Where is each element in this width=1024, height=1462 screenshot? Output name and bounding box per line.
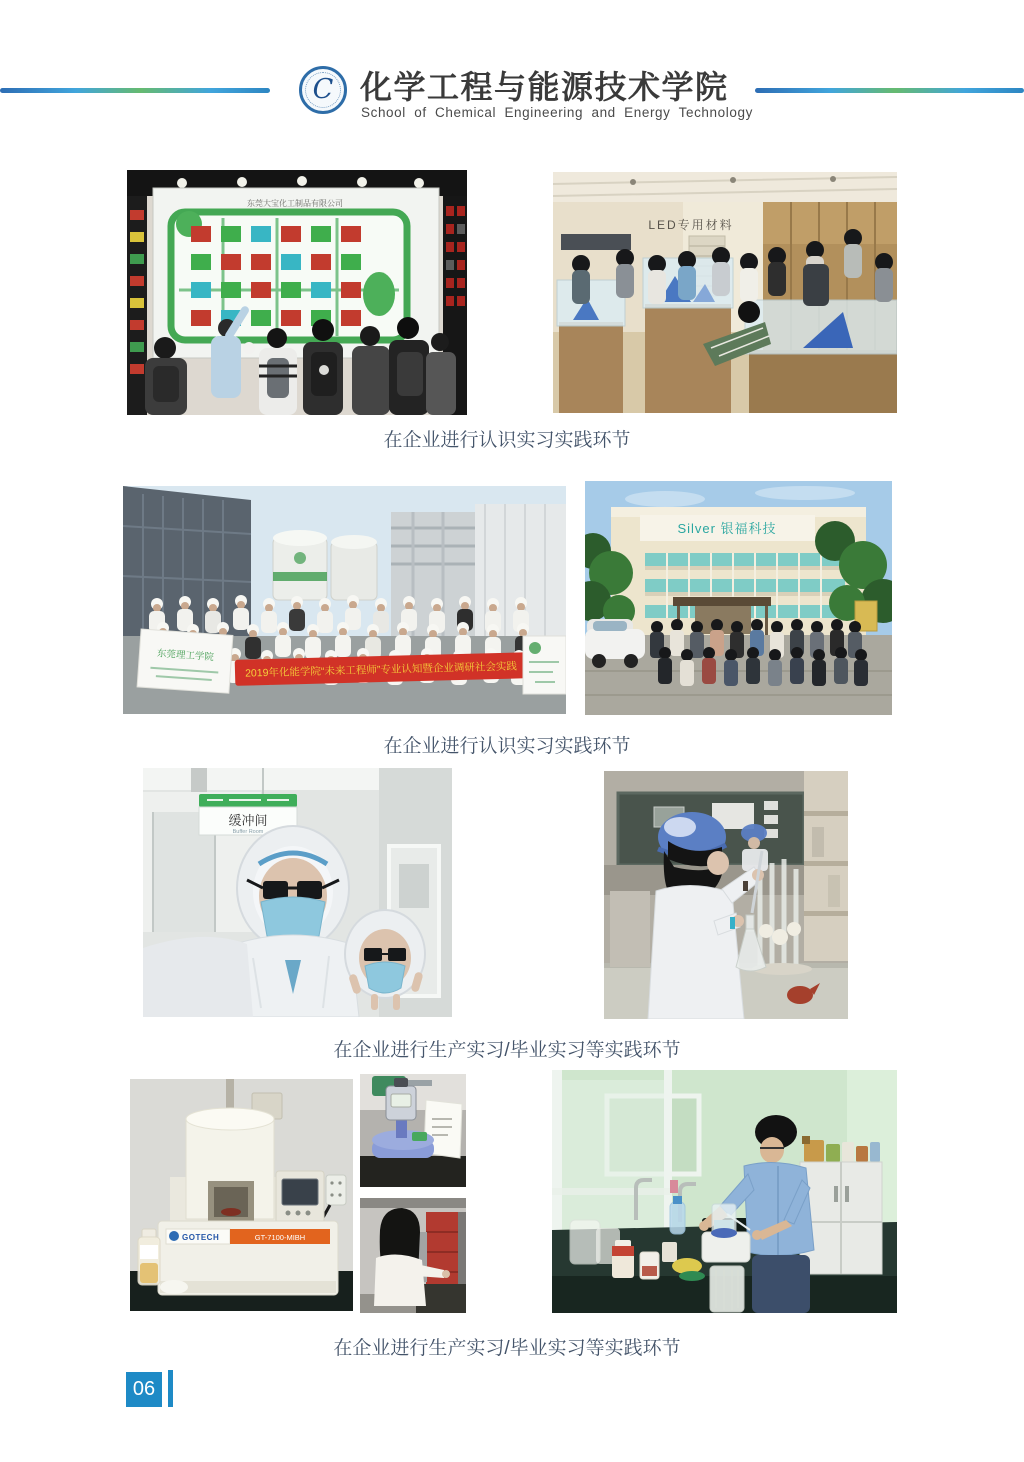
- svg-text:GOTECH: GOTECH: [182, 1233, 220, 1242]
- photo-lab-bench: [552, 1070, 897, 1313]
- sample-bottle: [138, 1229, 160, 1285]
- header-rule-right: [755, 88, 1024, 93]
- right-banner: [523, 636, 566, 694]
- storage-tanks: [273, 530, 377, 600]
- svg-text:2019年化能学院“未来工程师”专业认知暨企业调研社会实践: 2019年化能学院“未来工程师”专业认知暨企业调研社会实践: [244, 660, 518, 680]
- header-rule-left: [0, 88, 270, 93]
- photo-group-industrial: [123, 486, 566, 714]
- photo-caption: 在企业进行认识实习实践环节: [383, 430, 631, 451]
- left-banner: [137, 629, 233, 693]
- photo-melt-flow-indexer: [130, 1079, 353, 1311]
- instrument-label: [166, 1229, 330, 1244]
- svg-text:缓冲间: 缓冲间: [228, 813, 268, 828]
- photo-cleanroom-selfie: [143, 768, 452, 1017]
- photo-student-test-bench: [360, 1198, 466, 1313]
- plant-map: [171, 198, 407, 340]
- map-board-title: 东莞大宝化工制品有限公司: [247, 199, 343, 208]
- seal-monogram: C: [312, 73, 334, 105]
- photo-caption: 在企业进行生产实习/毕业实习等实践环节: [333, 1338, 681, 1359]
- page-title: 化学工程与能源技术学院: [360, 69, 729, 105]
- svg-text:东莞理工学院: 东莞理工学院: [156, 648, 215, 664]
- svg-text:GT-7100-MIBH: GT-7100-MIBH: [254, 1233, 306, 1242]
- photo-group-company: [585, 481, 892, 715]
- photo-caption: 在企业进行生产实习/毕业实习等实践环节: [333, 1040, 681, 1061]
- building-sign: Silver 银福科技: [677, 521, 777, 536]
- photo-led-showroom: [553, 172, 897, 413]
- photo-thickness-gauge: [360, 1074, 466, 1187]
- photo-caption: 在企业进行认识实习实践环节: [383, 736, 631, 757]
- page-subtitle: School of Chemical Engineering and Energy Technology: [361, 105, 753, 120]
- photo-factory-map-tour: [127, 170, 467, 415]
- page-number-badge: 06: [126, 1372, 162, 1407]
- foreground-shoulder: [143, 937, 253, 1017]
- school-seal-icon: [299, 66, 347, 114]
- page-number-rule: [168, 1370, 173, 1407]
- photo-lab-titration: [604, 771, 848, 1019]
- svg-text:Buffer Room: Buffer Room: [232, 829, 264, 835]
- led-wall-sign: LED专用材料: [648, 218, 734, 232]
